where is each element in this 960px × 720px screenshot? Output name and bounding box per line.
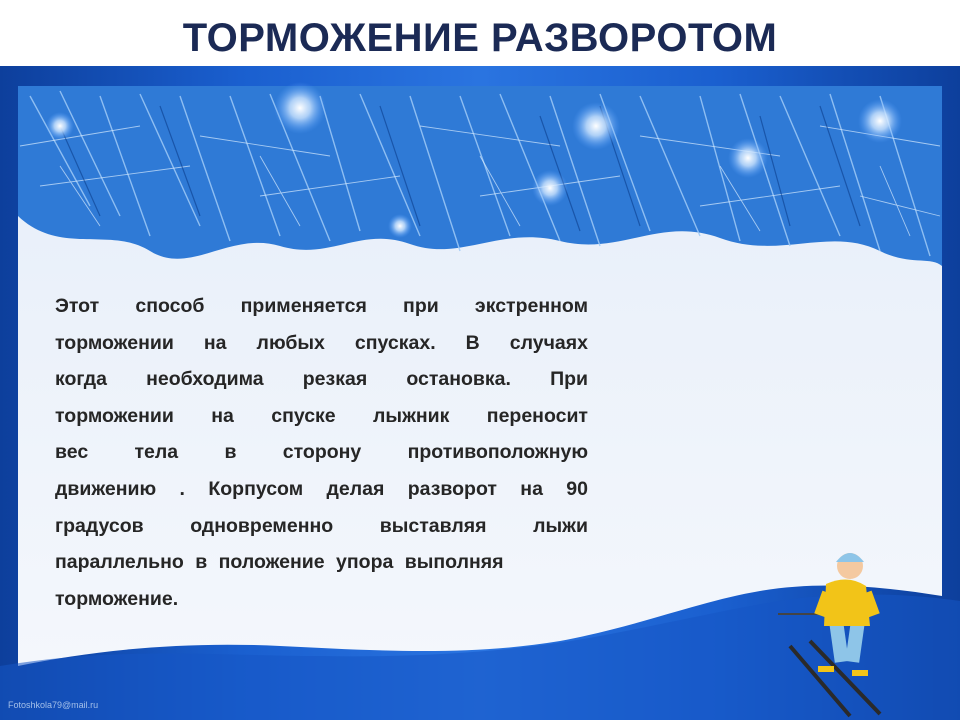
body-line: вес тела в сторону противоположную [55, 441, 588, 464]
watermark: Fotoshkola79@mail.ru [8, 700, 99, 710]
body-line: Этот способ применяется при экстренном [55, 295, 588, 317]
fir-branches-icon [18, 82, 942, 266]
slide-frame [0, 66, 960, 720]
body-line: торможении на любых спусках. В случаях [55, 331, 588, 354]
body-line: параллельно в положение упора выполняя [55, 551, 504, 574]
body-line: когда необходима резкая остановка. При [55, 368, 588, 391]
slide-title: ТОРМОЖЕНИЕ РАЗВОРОТОМ [182, 16, 778, 60]
body-text [55, 288, 588, 617]
body-line: движению . Корпусом делая разворот на 90 [55, 477, 588, 500]
body-line: торможении на спуске лыжник переносит [55, 404, 588, 427]
body-line: градусов одновременно выставляя лыжи [55, 514, 588, 537]
body-line: торможение. [55, 587, 179, 610]
